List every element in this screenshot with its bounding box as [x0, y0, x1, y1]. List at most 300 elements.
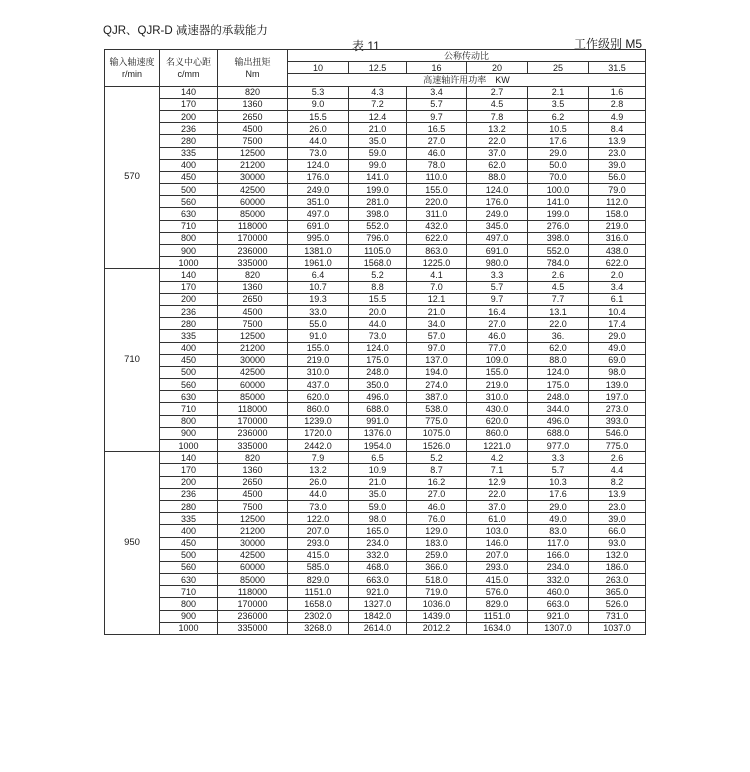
power-value-cell: 137.0	[407, 354, 467, 366]
output-torque-cell: 30000	[218, 354, 288, 366]
power-value-cell: 4.3	[349, 86, 407, 98]
power-value-cell: 1381.0	[288, 245, 349, 257]
power-value-cell: 70.0	[528, 171, 589, 183]
power-value-cell: 175.0	[528, 379, 589, 391]
power-value-cell: 124.0	[467, 184, 528, 196]
power-value-cell: 27.0	[407, 488, 467, 500]
center-distance-cell: 800	[160, 232, 218, 244]
power-value-cell: 3.5	[528, 98, 589, 110]
power-value-cell: 1954.0	[349, 440, 407, 452]
output-torque-cell: 85000	[218, 391, 288, 403]
table-row	[105, 281, 646, 293]
power-value-cell: 552.0	[528, 245, 589, 257]
power-value-cell: 622.0	[589, 257, 646, 269]
power-value-cell: 1376.0	[349, 427, 407, 439]
output-torque-cell: 2650	[218, 293, 288, 305]
power-value-cell: 518.0	[407, 574, 467, 586]
power-value-cell: 468.0	[349, 561, 407, 573]
power-value-cell: 21.0	[407, 305, 467, 317]
power-value-cell: 122.0	[288, 513, 349, 525]
output-torque-cell: 60000	[218, 561, 288, 573]
table-row	[105, 488, 646, 500]
power-value-cell: 219.0	[288, 354, 349, 366]
power-value-cell: 1037.0	[589, 622, 646, 634]
power-value-cell: 124.0	[528, 366, 589, 378]
center-distance-cell: 236	[160, 305, 218, 317]
power-value-cell: 166.0	[528, 549, 589, 561]
table-row	[105, 147, 646, 159]
power-value-cell: 27.0	[467, 318, 528, 330]
center-distance-cell: 140	[160, 452, 218, 464]
power-value-cell: 5.2	[349, 269, 407, 281]
output-torque-cell: 335000	[218, 622, 288, 634]
power-value-cell: 4.4	[589, 464, 646, 476]
power-value-cell: 141.0	[528, 196, 589, 208]
power-value-cell: 9.7	[467, 293, 528, 305]
output-torque-cell: 85000	[218, 574, 288, 586]
power-value-cell: 46.0	[407, 500, 467, 512]
center-distance-cell: 1000	[160, 440, 218, 452]
power-value-cell: 316.0	[589, 232, 646, 244]
power-value-cell: 796.0	[349, 232, 407, 244]
power-value-cell: 829.0	[467, 598, 528, 610]
power-value-cell: 1225.0	[407, 257, 467, 269]
power-value-cell: 4.2	[467, 452, 528, 464]
power-value-cell: 207.0	[288, 525, 349, 537]
input-speed-cell: 950	[105, 452, 160, 635]
document-title: QJR、QJR-D 减速器的承载能力	[103, 25, 268, 37]
ratio-header-cell: 12.5	[349, 62, 407, 74]
center-distance-cell: 800	[160, 415, 218, 427]
power-value-cell: 219.0	[467, 379, 528, 391]
table-row	[105, 598, 646, 610]
output-torque-cell: 820	[218, 86, 288, 98]
power-value-cell: 234.0	[528, 561, 589, 573]
table-header	[105, 50, 646, 87]
power-value-cell: 76.0	[407, 513, 467, 525]
power-value-cell: 430.0	[467, 403, 528, 415]
center-distance-column-header	[160, 50, 218, 87]
center-distance-cell: 400	[160, 525, 218, 537]
output-torque-cell: 30000	[218, 537, 288, 549]
table-row	[105, 98, 646, 110]
power-value-cell: 79.0	[589, 184, 646, 196]
table-row	[105, 513, 646, 525]
power-value-cell: 4.1	[407, 269, 467, 281]
power-value-cell: 310.0	[288, 366, 349, 378]
power-value-cell: 980.0	[467, 257, 528, 269]
power-value-cell: 1151.0	[467, 610, 528, 622]
power-value-cell: 219.0	[589, 220, 646, 232]
ratio-header-cell: 25	[528, 62, 589, 74]
power-value-cell: 7.9	[288, 452, 349, 464]
power-value-cell: 13.9	[589, 488, 646, 500]
center-distance-cell: 900	[160, 427, 218, 439]
output-torque-cell: 42500	[218, 366, 288, 378]
power-value-cell: 34.0	[407, 318, 467, 330]
power-value-cell: 44.0	[349, 318, 407, 330]
power-value-cell: 21.0	[349, 476, 407, 488]
table-row	[105, 586, 646, 598]
power-value-cell: 977.0	[528, 440, 589, 452]
ratio-header-cell: 20	[467, 62, 528, 74]
output-torque-cell: 7500	[218, 135, 288, 147]
power-value-cell: 2012.2	[407, 622, 467, 634]
power-value-cell: 663.0	[349, 574, 407, 586]
power-value-cell: 2302.0	[288, 610, 349, 622]
table-row	[105, 476, 646, 488]
table-row	[105, 561, 646, 573]
center-distance-cell: 170	[160, 98, 218, 110]
power-value-cell: 2.8	[589, 98, 646, 110]
center-distance-cell: 200	[160, 293, 218, 305]
power-value-cell: 83.0	[528, 525, 589, 537]
power-value-cell: 59.0	[349, 500, 407, 512]
power-value-cell: 263.0	[589, 574, 646, 586]
power-value-cell: 497.0	[288, 208, 349, 220]
center-distance-cell: 280	[160, 318, 218, 330]
power-value-cell: 546.0	[589, 427, 646, 439]
speed-header-unit: r/min	[122, 68, 142, 79]
power-value-cell: 293.0	[288, 537, 349, 549]
power-value-cell: 17.6	[528, 488, 589, 500]
output-torque-cell: 170000	[218, 598, 288, 610]
power-value-cell: 344.0	[528, 403, 589, 415]
power-value-cell: 921.0	[528, 610, 589, 622]
power-value-cell: 438.0	[589, 245, 646, 257]
power-value-cell: 1634.0	[467, 622, 528, 634]
table-row	[105, 171, 646, 183]
power-value-cell: 17.4	[589, 318, 646, 330]
output-torque-cell: 1360	[218, 281, 288, 293]
output-torque-cell: 170000	[218, 415, 288, 427]
center-distance-cell: 800	[160, 598, 218, 610]
power-value-cell: 526.0	[589, 598, 646, 610]
power-value-cell: 496.0	[349, 391, 407, 403]
power-value-cell: 274.0	[407, 379, 467, 391]
center-distance-cell: 335	[160, 147, 218, 159]
input-speed-cell: 570	[105, 86, 160, 269]
power-value-cell: 62.0	[528, 342, 589, 354]
power-value-cell: 88.0	[467, 171, 528, 183]
capacity-table	[104, 49, 646, 635]
power-value-cell: 44.0	[288, 135, 349, 147]
center-distance-cell: 500	[160, 549, 218, 561]
power-value-cell: 4.5	[467, 98, 528, 110]
output-torque-cell: 60000	[218, 196, 288, 208]
power-value-cell: 5.7	[528, 464, 589, 476]
output-torque-cell: 118000	[218, 586, 288, 598]
power-value-cell: 6.2	[528, 110, 589, 122]
power-value-cell: 112.0	[589, 196, 646, 208]
output-torque-cell: 335000	[218, 440, 288, 452]
center-distance-cell: 200	[160, 110, 218, 122]
power-value-cell: 146.0	[467, 537, 528, 549]
power-value-cell: 293.0	[467, 561, 528, 573]
power-value-cell: 6.4	[288, 269, 349, 281]
power-value-cell: 17.6	[528, 135, 589, 147]
table-body	[105, 86, 646, 634]
output-torque-cell: 1360	[218, 464, 288, 476]
power-value-cell: 55.0	[288, 318, 349, 330]
center-distance-cell: 140	[160, 86, 218, 98]
power-value-cell: 1526.0	[407, 440, 467, 452]
table-row	[105, 622, 646, 634]
power-value-cell: 398.0	[528, 232, 589, 244]
power-value-cell: 124.0	[349, 342, 407, 354]
output-torque-cell: 30000	[218, 171, 288, 183]
power-value-cell: 73.0	[288, 500, 349, 512]
power-value-cell: 23.0	[589, 500, 646, 512]
power-value-cell: 207.0	[467, 549, 528, 561]
power-value-cell: 29.0	[589, 330, 646, 342]
power-value-cell: 2614.0	[349, 622, 407, 634]
output-torque-cell: 236000	[218, 427, 288, 439]
output-torque-cell: 7500	[218, 500, 288, 512]
center-distance-cell: 450	[160, 537, 218, 549]
power-value-cell: 97.0	[407, 342, 467, 354]
power-value-cell: 13.9	[589, 135, 646, 147]
output-torque-cell: 21200	[218, 525, 288, 537]
output-torque-cell: 7500	[218, 318, 288, 330]
output-torque-cell: 21200	[218, 159, 288, 171]
power-value-cell: 7.7	[528, 293, 589, 305]
power-value-cell: 93.0	[589, 537, 646, 549]
center-distance-cell: 450	[160, 171, 218, 183]
power-value-cell: 36.	[528, 330, 589, 342]
power-value-cell: 103.0	[467, 525, 528, 537]
power-value-cell: 27.0	[407, 135, 467, 147]
power-value-cell: 775.0	[407, 415, 467, 427]
power-value-cell: 69.0	[589, 354, 646, 366]
output-torque-cell: 42500	[218, 184, 288, 196]
power-value-cell: 16.4	[467, 305, 528, 317]
speed-header-label: 输入轴速度	[109, 56, 155, 67]
power-value-cell: 8.2	[589, 476, 646, 488]
power-value-cell: 249.0	[288, 184, 349, 196]
power-value-cell: 78.0	[407, 159, 467, 171]
power-value-cell: 26.0	[288, 123, 349, 135]
power-value-cell: 29.0	[528, 147, 589, 159]
power-value-cell: 66.0	[589, 525, 646, 537]
center-distance-cell: 400	[160, 342, 218, 354]
power-value-cell: 50.0	[528, 159, 589, 171]
center-distance-cell: 450	[160, 354, 218, 366]
center-distance-cell: 500	[160, 184, 218, 196]
power-value-cell: 19.3	[288, 293, 349, 305]
power-value-cell: 622.0	[407, 232, 467, 244]
power-value-cell: 432.0	[407, 220, 467, 232]
power-value-cell: 29.0	[528, 500, 589, 512]
table-row	[105, 379, 646, 391]
power-value-cell: 132.0	[589, 549, 646, 561]
ratio-header-cell: 10	[288, 62, 349, 74]
table-row	[105, 354, 646, 366]
power-value-cell: 398.0	[349, 208, 407, 220]
power-value-cell: 991.0	[349, 415, 407, 427]
output-torque-cell: 118000	[218, 403, 288, 415]
center-distance-cell: 236	[160, 123, 218, 135]
ratio-group-header: 公称传动比	[288, 50, 646, 62]
table-row	[105, 135, 646, 147]
table-row	[105, 403, 646, 415]
center-distance-cell: 1000	[160, 622, 218, 634]
table-row	[105, 574, 646, 586]
table-row	[105, 500, 646, 512]
power-value-cell: 129.0	[407, 525, 467, 537]
table-row	[105, 245, 646, 257]
power-value-cell: 13.1	[528, 305, 589, 317]
power-value-cell: 59.0	[349, 147, 407, 159]
power-value-cell: 249.0	[467, 208, 528, 220]
output-torque-cell: 335000	[218, 257, 288, 269]
power-value-cell: 719.0	[407, 586, 467, 598]
power-value-cell: 2.7	[467, 86, 528, 98]
power-value-cell: 49.0	[528, 513, 589, 525]
power-value-cell: 365.0	[589, 586, 646, 598]
power-value-cell: 10.3	[528, 476, 589, 488]
power-value-cell: 2442.0	[288, 440, 349, 452]
power-value-cell: 3.4	[589, 281, 646, 293]
power-value-cell: 155.0	[288, 342, 349, 354]
power-value-cell: 259.0	[407, 549, 467, 561]
power-value-cell: 39.0	[589, 159, 646, 171]
power-value-cell: 155.0	[407, 184, 467, 196]
center-header-label: 名义中心距	[165, 56, 211, 67]
ratio-header-cell: 16	[407, 62, 467, 74]
table-row	[105, 525, 646, 537]
power-value-cell: 15.5	[349, 293, 407, 305]
power-value-cell: 4.9	[589, 110, 646, 122]
power-value-cell: 1105.0	[349, 245, 407, 257]
output-torque-cell: 820	[218, 452, 288, 464]
center-header-unit: c/mm	[177, 68, 200, 79]
power-value-cell: 99.0	[349, 159, 407, 171]
power-value-cell: 88.0	[528, 354, 589, 366]
table-row	[105, 452, 646, 464]
power-value-cell: 332.0	[349, 549, 407, 561]
output-torque-cell: 1360	[218, 98, 288, 110]
output-torque-cell: 12500	[218, 513, 288, 525]
power-value-cell: 1961.0	[288, 257, 349, 269]
power-value-cell: 393.0	[589, 415, 646, 427]
power-value-cell: 98.0	[589, 366, 646, 378]
power-value-cell: 437.0	[288, 379, 349, 391]
power-value-cell: 73.0	[288, 147, 349, 159]
power-value-cell: 10.4	[589, 305, 646, 317]
power-value-cell: 1.6	[589, 86, 646, 98]
power-value-cell: 731.0	[589, 610, 646, 622]
center-distance-cell: 140	[160, 269, 218, 281]
output-torque-cell: 170000	[218, 232, 288, 244]
power-value-cell: 12.4	[349, 110, 407, 122]
work-level-label: 工作级别 M5	[573, 37, 642, 51]
power-value-cell: 62.0	[467, 159, 528, 171]
torque-header-unit: Nm	[245, 68, 260, 79]
output-torque-cell: 820	[218, 269, 288, 281]
power-value-cell: 497.0	[467, 232, 528, 244]
power-value-cell: 7.0	[407, 281, 467, 293]
power-value-cell: 496.0	[528, 415, 589, 427]
center-distance-cell: 560	[160, 561, 218, 573]
center-distance-cell: 630	[160, 391, 218, 403]
center-distance-cell: 710	[160, 220, 218, 232]
power-value-cell: 56.0	[589, 171, 646, 183]
power-value-cell: 9.0	[288, 98, 349, 110]
power-value-cell: 13.2	[288, 464, 349, 476]
power-value-cell: 49.0	[589, 342, 646, 354]
power-value-cell: 26.0	[288, 476, 349, 488]
power-value-cell: 109.0	[467, 354, 528, 366]
torque-header-label: 输出扭矩	[234, 56, 271, 67]
power-value-cell: 691.0	[288, 220, 349, 232]
power-value-cell: 61.0	[467, 513, 528, 525]
power-value-cell: 8.7	[407, 464, 467, 476]
power-value-cell: 921.0	[349, 586, 407, 598]
power-value-cell: 829.0	[288, 574, 349, 586]
table-row	[105, 318, 646, 330]
power-value-cell: 1720.0	[288, 427, 349, 439]
table-row	[105, 427, 646, 439]
output-torque-cell: 4500	[218, 123, 288, 135]
power-value-cell: 110.0	[407, 171, 467, 183]
table-row	[105, 184, 646, 196]
power-value-cell: 100.0	[528, 184, 589, 196]
power-value-cell: 37.0	[467, 147, 528, 159]
output-torque-cell: 12500	[218, 147, 288, 159]
power-value-cell: 158.0	[589, 208, 646, 220]
center-distance-cell: 630	[160, 208, 218, 220]
power-value-cell: 345.0	[467, 220, 528, 232]
table-number: 表 11	[352, 39, 380, 53]
power-value-cell: 1842.0	[349, 610, 407, 622]
power-value-cell: 860.0	[288, 403, 349, 415]
output-torque-cell: 118000	[218, 220, 288, 232]
power-value-cell: 5.7	[407, 98, 467, 110]
center-distance-cell: 335	[160, 330, 218, 342]
power-value-cell: 155.0	[467, 366, 528, 378]
center-distance-cell: 1000	[160, 257, 218, 269]
table-row	[105, 464, 646, 476]
power-value-cell: 281.0	[349, 196, 407, 208]
power-value-cell: 234.0	[349, 537, 407, 549]
power-value-cell: 1658.0	[288, 598, 349, 610]
power-value-cell: 98.0	[349, 513, 407, 525]
power-value-cell: 1151.0	[288, 586, 349, 598]
power-value-cell: 4.5	[528, 281, 589, 293]
power-value-cell: 37.0	[467, 500, 528, 512]
power-value-cell: 12.9	[467, 476, 528, 488]
table-row	[105, 123, 646, 135]
power-value-cell: 6.1	[589, 293, 646, 305]
output-torque-cell: 2650	[218, 476, 288, 488]
power-value-cell: 248.0	[528, 391, 589, 403]
power-value-cell: 77.0	[467, 342, 528, 354]
table-row	[105, 549, 646, 561]
table-row	[105, 269, 646, 281]
table-row	[105, 342, 646, 354]
output-torque-cell: 4500	[218, 488, 288, 500]
speed-column-header	[105, 50, 160, 87]
power-value-cell: 35.0	[349, 135, 407, 147]
power-value-cell: 46.0	[467, 330, 528, 342]
output-torque-cell: 21200	[218, 342, 288, 354]
power-value-cell: 16.2	[407, 476, 467, 488]
power-value-cell: 199.0	[528, 208, 589, 220]
power-value-cell: 33.0	[288, 305, 349, 317]
center-distance-cell: 710	[160, 586, 218, 598]
torque-column-header	[218, 50, 288, 87]
